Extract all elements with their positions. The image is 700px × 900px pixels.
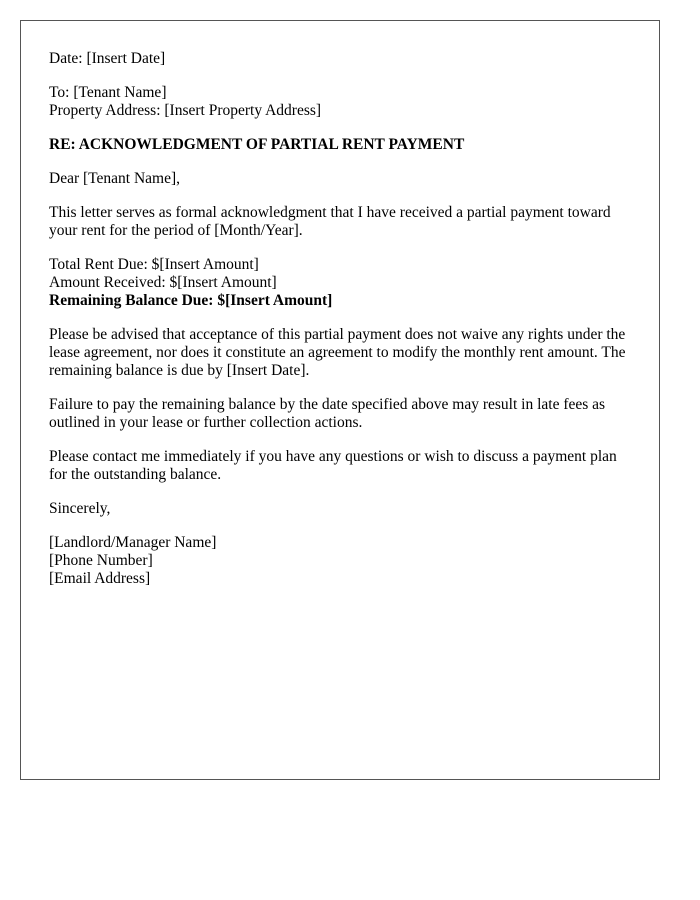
signature-phone: [Phone Number]	[49, 552, 153, 569]
advisory-paragraph: Please be advised that acceptance of this partial payment does not waive any rights under the lease agreement, nor does it constitute an agreement to modify the monthly rent amount. The remaining balance is due by [Insert Date].	[49, 326, 626, 379]
closing-block	[49, 500, 631, 518]
signature-email: [Email Address]	[49, 570, 151, 587]
remaining-balance-due: Remaining Balance Due: $[Insert Amount]	[49, 292, 333, 309]
signature-block	[49, 534, 631, 588]
recipient-line: To: [Tenant Name]	[49, 84, 167, 101]
closing: Sincerely,	[49, 500, 111, 517]
date-block	[49, 50, 631, 68]
contact-paragraph: Please contact me immediately if you have any questions or wish to discuss a payment plan for the outstanding balance.	[49, 448, 617, 483]
subject-block	[49, 136, 631, 154]
property-address-line: Property Address: [Insert Property Address]	[49, 102, 322, 119]
subject-line: RE: ACKNOWLEDGMENT OF PARTIAL RENT PAYMENT	[49, 136, 465, 153]
amount-received: Amount Received: $[Insert Amount]	[49, 274, 277, 291]
letter-page	[20, 20, 660, 780]
total-rent-due: Total Rent Due: $[Insert Amount]	[49, 256, 259, 273]
failure-notice-paragraph: Failure to pay the remaining balance by the date specified above may result in late fees as outlined in your lease or further collection actions.	[49, 396, 606, 431]
signature-name: [Landlord/Manager Name]	[49, 534, 217, 551]
salutation: Dear [Tenant Name],	[49, 170, 181, 187]
recipient-block	[49, 84, 631, 120]
date-line: Date: [Insert Date]	[49, 50, 166, 67]
payment-summary	[49, 256, 631, 310]
intro-paragraph: This letter serves as formal acknowledgment that I have received a partial payment toward your rent for the period of [Month/Year].	[49, 204, 611, 239]
salutation-block	[49, 170, 631, 188]
